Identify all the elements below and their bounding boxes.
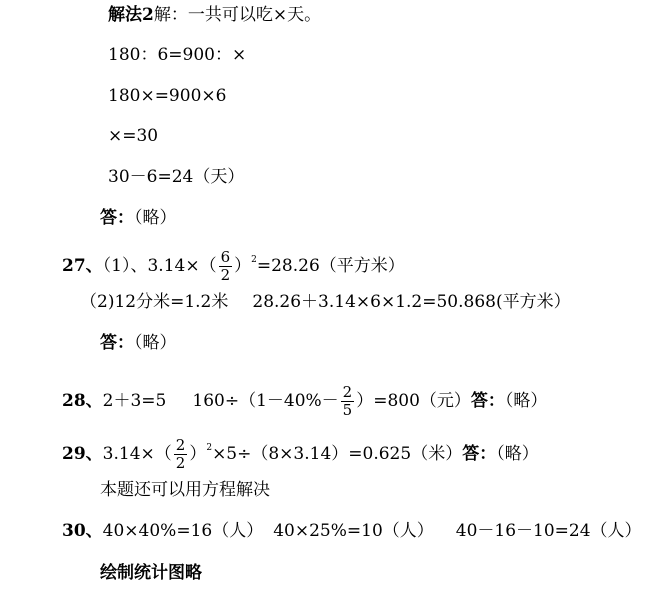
fraction-denominator: 5 bbox=[342, 401, 353, 419]
expr-part: 40×40%=16（人） bbox=[102, 521, 264, 541]
question-number: 29、 bbox=[62, 444, 103, 464]
expr-part: ） bbox=[234, 256, 252, 276]
fraction-numerator: 6 bbox=[220, 248, 231, 266]
equation-line-3: ×=30 bbox=[108, 126, 159, 146]
answer-label: 答： bbox=[100, 333, 134, 353]
fraction-denominator: 2 bbox=[220, 266, 231, 284]
equation-line-2: 180×=900×6 bbox=[108, 86, 227, 106]
answer-label: 答： bbox=[100, 208, 134, 228]
note-line: 本题还可以用方程解决 bbox=[100, 480, 270, 500]
expr-part: 28.26＋3.14×6×1.2=50.868(平方米） bbox=[252, 292, 571, 312]
fraction-numerator: 2 bbox=[175, 436, 186, 454]
expr-part: 160÷（1－40%－ bbox=[192, 391, 339, 411]
fraction bbox=[174, 437, 188, 472]
equation-line-4: 30－6=24（天） bbox=[108, 167, 245, 187]
expr-part: ）=800（元） bbox=[356, 391, 471, 411]
expr-part: （1）、3.14×（ bbox=[102, 256, 217, 276]
question-29 bbox=[62, 437, 539, 472]
answer-label: 答： bbox=[462, 444, 497, 464]
exponent: 2 bbox=[206, 443, 213, 453]
expr-part: 2＋3=5 bbox=[102, 391, 167, 411]
expr-part: ） bbox=[189, 444, 207, 464]
answer-text: （略） bbox=[134, 208, 177, 228]
solution2-line bbox=[108, 5, 321, 25]
expr-part: （2)12分米=1.2米 bbox=[80, 292, 229, 312]
exponent: 2 bbox=[251, 255, 257, 265]
question-number: 30、 bbox=[62, 521, 103, 541]
chart-note: 绘制统计图略 bbox=[100, 563, 202, 583]
fraction bbox=[219, 249, 233, 284]
fraction-numerator: 2 bbox=[342, 383, 353, 401]
question-30 bbox=[62, 521, 642, 541]
answer-text: （略） bbox=[496, 444, 539, 464]
answer-line-1 bbox=[100, 208, 177, 228]
question-28 bbox=[62, 384, 547, 419]
solution2-text: 解：一共可以吃×天。 bbox=[153, 5, 322, 25]
question-number: 28、 bbox=[62, 391, 103, 411]
question-27-part1 bbox=[62, 249, 405, 284]
answer-text: （略） bbox=[504, 391, 548, 411]
expr-part: 40－16－10=24（人） bbox=[455, 521, 642, 541]
fraction-denominator: 2 bbox=[175, 454, 186, 472]
expr-part: 3.14×（ bbox=[102, 444, 172, 464]
fraction bbox=[341, 384, 355, 419]
solution2-label: 解法2 bbox=[108, 5, 154, 25]
expr-part: =28.26（平方米） bbox=[256, 256, 405, 276]
question-27-part2 bbox=[80, 292, 571, 312]
answer-line-2 bbox=[100, 333, 177, 353]
answer-label: 答： bbox=[470, 391, 505, 411]
expr-part: 40×25%=10（人） bbox=[273, 521, 434, 541]
answer-text: （略） bbox=[134, 333, 177, 353]
expr-part: ×5÷（8×3.14）=0.625（米） bbox=[212, 444, 463, 464]
equation-line-1: 180：6=900：× bbox=[108, 45, 247, 65]
question-number: 27、 bbox=[62, 256, 103, 276]
